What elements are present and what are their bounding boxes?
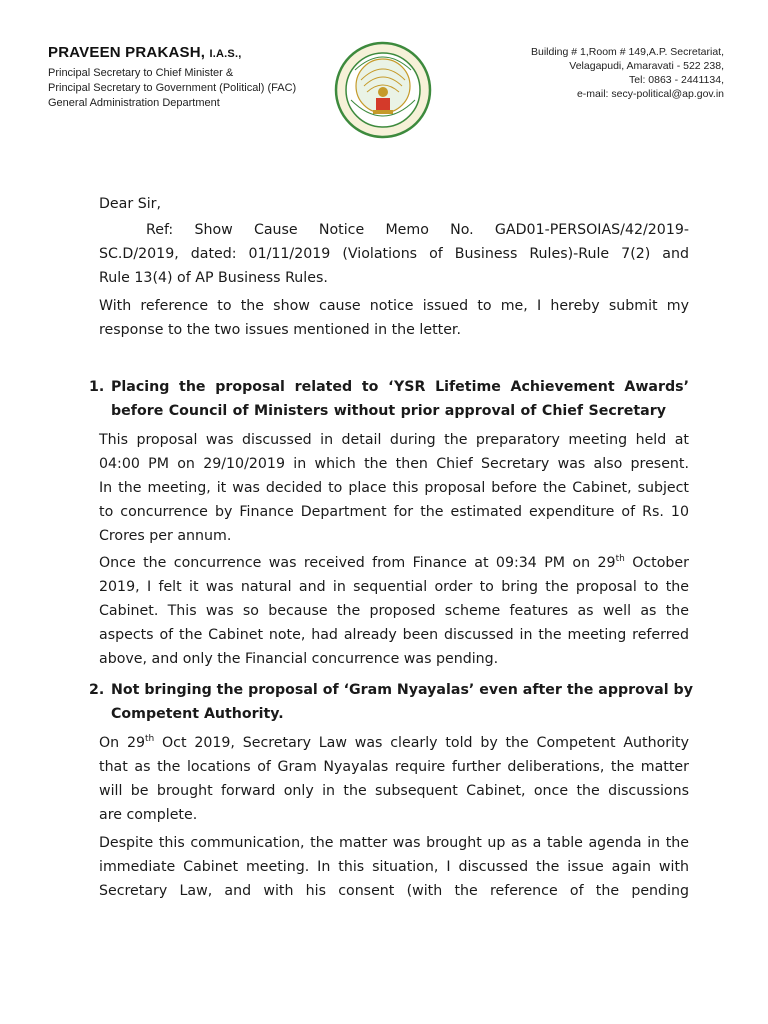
paragraph-line: On 29th Oct 2019, Secretary Law was clearly told by the Competent Authority [99,734,689,751]
designation-line: Principal Secretary to Chief Minister & [48,67,234,79]
paragraph-line: aspects of the Cabinet note, had already been discussed in the meeting referred [99,627,689,643]
paragraph-line: Cabinet. This was so because the proposed scheme features as well as the [99,603,689,619]
paragraph-line: will be brought forward only in the subsequent Cabinet, once the discussions [99,783,689,799]
reference-line: SC.D/2019, dated: 01/11/2019 (Violations of Business Rules)-Rule 7(2) and [99,246,689,262]
section-2-heading: Competent Authority. [111,706,284,722]
salutation: Dear Sir, [99,196,161,212]
section-1-heading: Placing the proposal related to ‘YSR Lifetime Achievement Awards’ [111,379,689,395]
section-1-heading: before Council of Ministers without prior approval of Chief Secretary [111,403,666,419]
paragraph-line: Despite this communication, the matter was brought up as a table agenda in the [99,835,689,851]
paragraph-line: 2019, I felt it was natural and in sequential order to bring the proposal to the [99,579,689,595]
intro-line: With reference to the show cause notice issued to me, I hereby submit my [99,298,689,314]
paragraph-line: are complete. [99,807,198,823]
reference-line: Rule 13(4) of AP Business Rules. [99,270,328,286]
paragraph-line: Crores per annum. [99,528,232,544]
section-1-number: 1. [89,379,105,395]
paragraph-line: immediate Cabinet meeting. In this situation, I discussed the issue again with [99,859,689,875]
paragraph-line: above, and only the Financial concurrence was pending. [99,651,499,667]
author-name: PRAVEEN PRAKASH, I.A.S., [48,44,242,61]
address-line: Building # 1,Room # 149,A.P. Secretariat, [530,46,724,58]
paragraph-line: that as the locations of Gram Nyayalas require further deliberations, the matter [99,759,689,775]
paragraph-line: to concurrence by Finance Department for the estimated expenditure of Rs. 10 [99,504,689,520]
intro-line: response to the two issues mentioned in the letter. [99,322,461,338]
paragraph-line: Secretary Law, and with his consent (with the reference of the pending [99,883,689,899]
paragraph-line: In the meeting, it was decided to place this proposal before the Cabinet, subject [99,480,689,496]
address-line: Velagapudi, Amaravati - 522 238, [569,60,724,72]
reference-line: Ref: Show Cause Notice Memo No. GAD01-PERSOIAS/42/2019- [146,222,689,238]
section-2-heading: Not bringing the proposal of ‘Gram Nyayalas’ even after the approval by [111,682,693,698]
email-line: e-mail: secy-political@ap.gov.in [576,88,724,100]
designation-line: Principal Secretary to Government (Political) (FAC) [48,82,297,94]
paragraph-line: 04:00 PM on 29/10/2019 in which the then Chief Secretary was also present. [99,456,689,472]
paragraph-line: Once the concurrence was received from Finance at 09:34 PM on 29th October [99,554,689,571]
paragraph-line: This proposal was discussed in detail during the preparatory meeting held at [99,432,689,448]
section-2-number: 2. [89,682,105,698]
phone-line: Tel: 0863 - 2441134, [629,74,724,86]
department-line: General Administration Department [48,97,220,109]
